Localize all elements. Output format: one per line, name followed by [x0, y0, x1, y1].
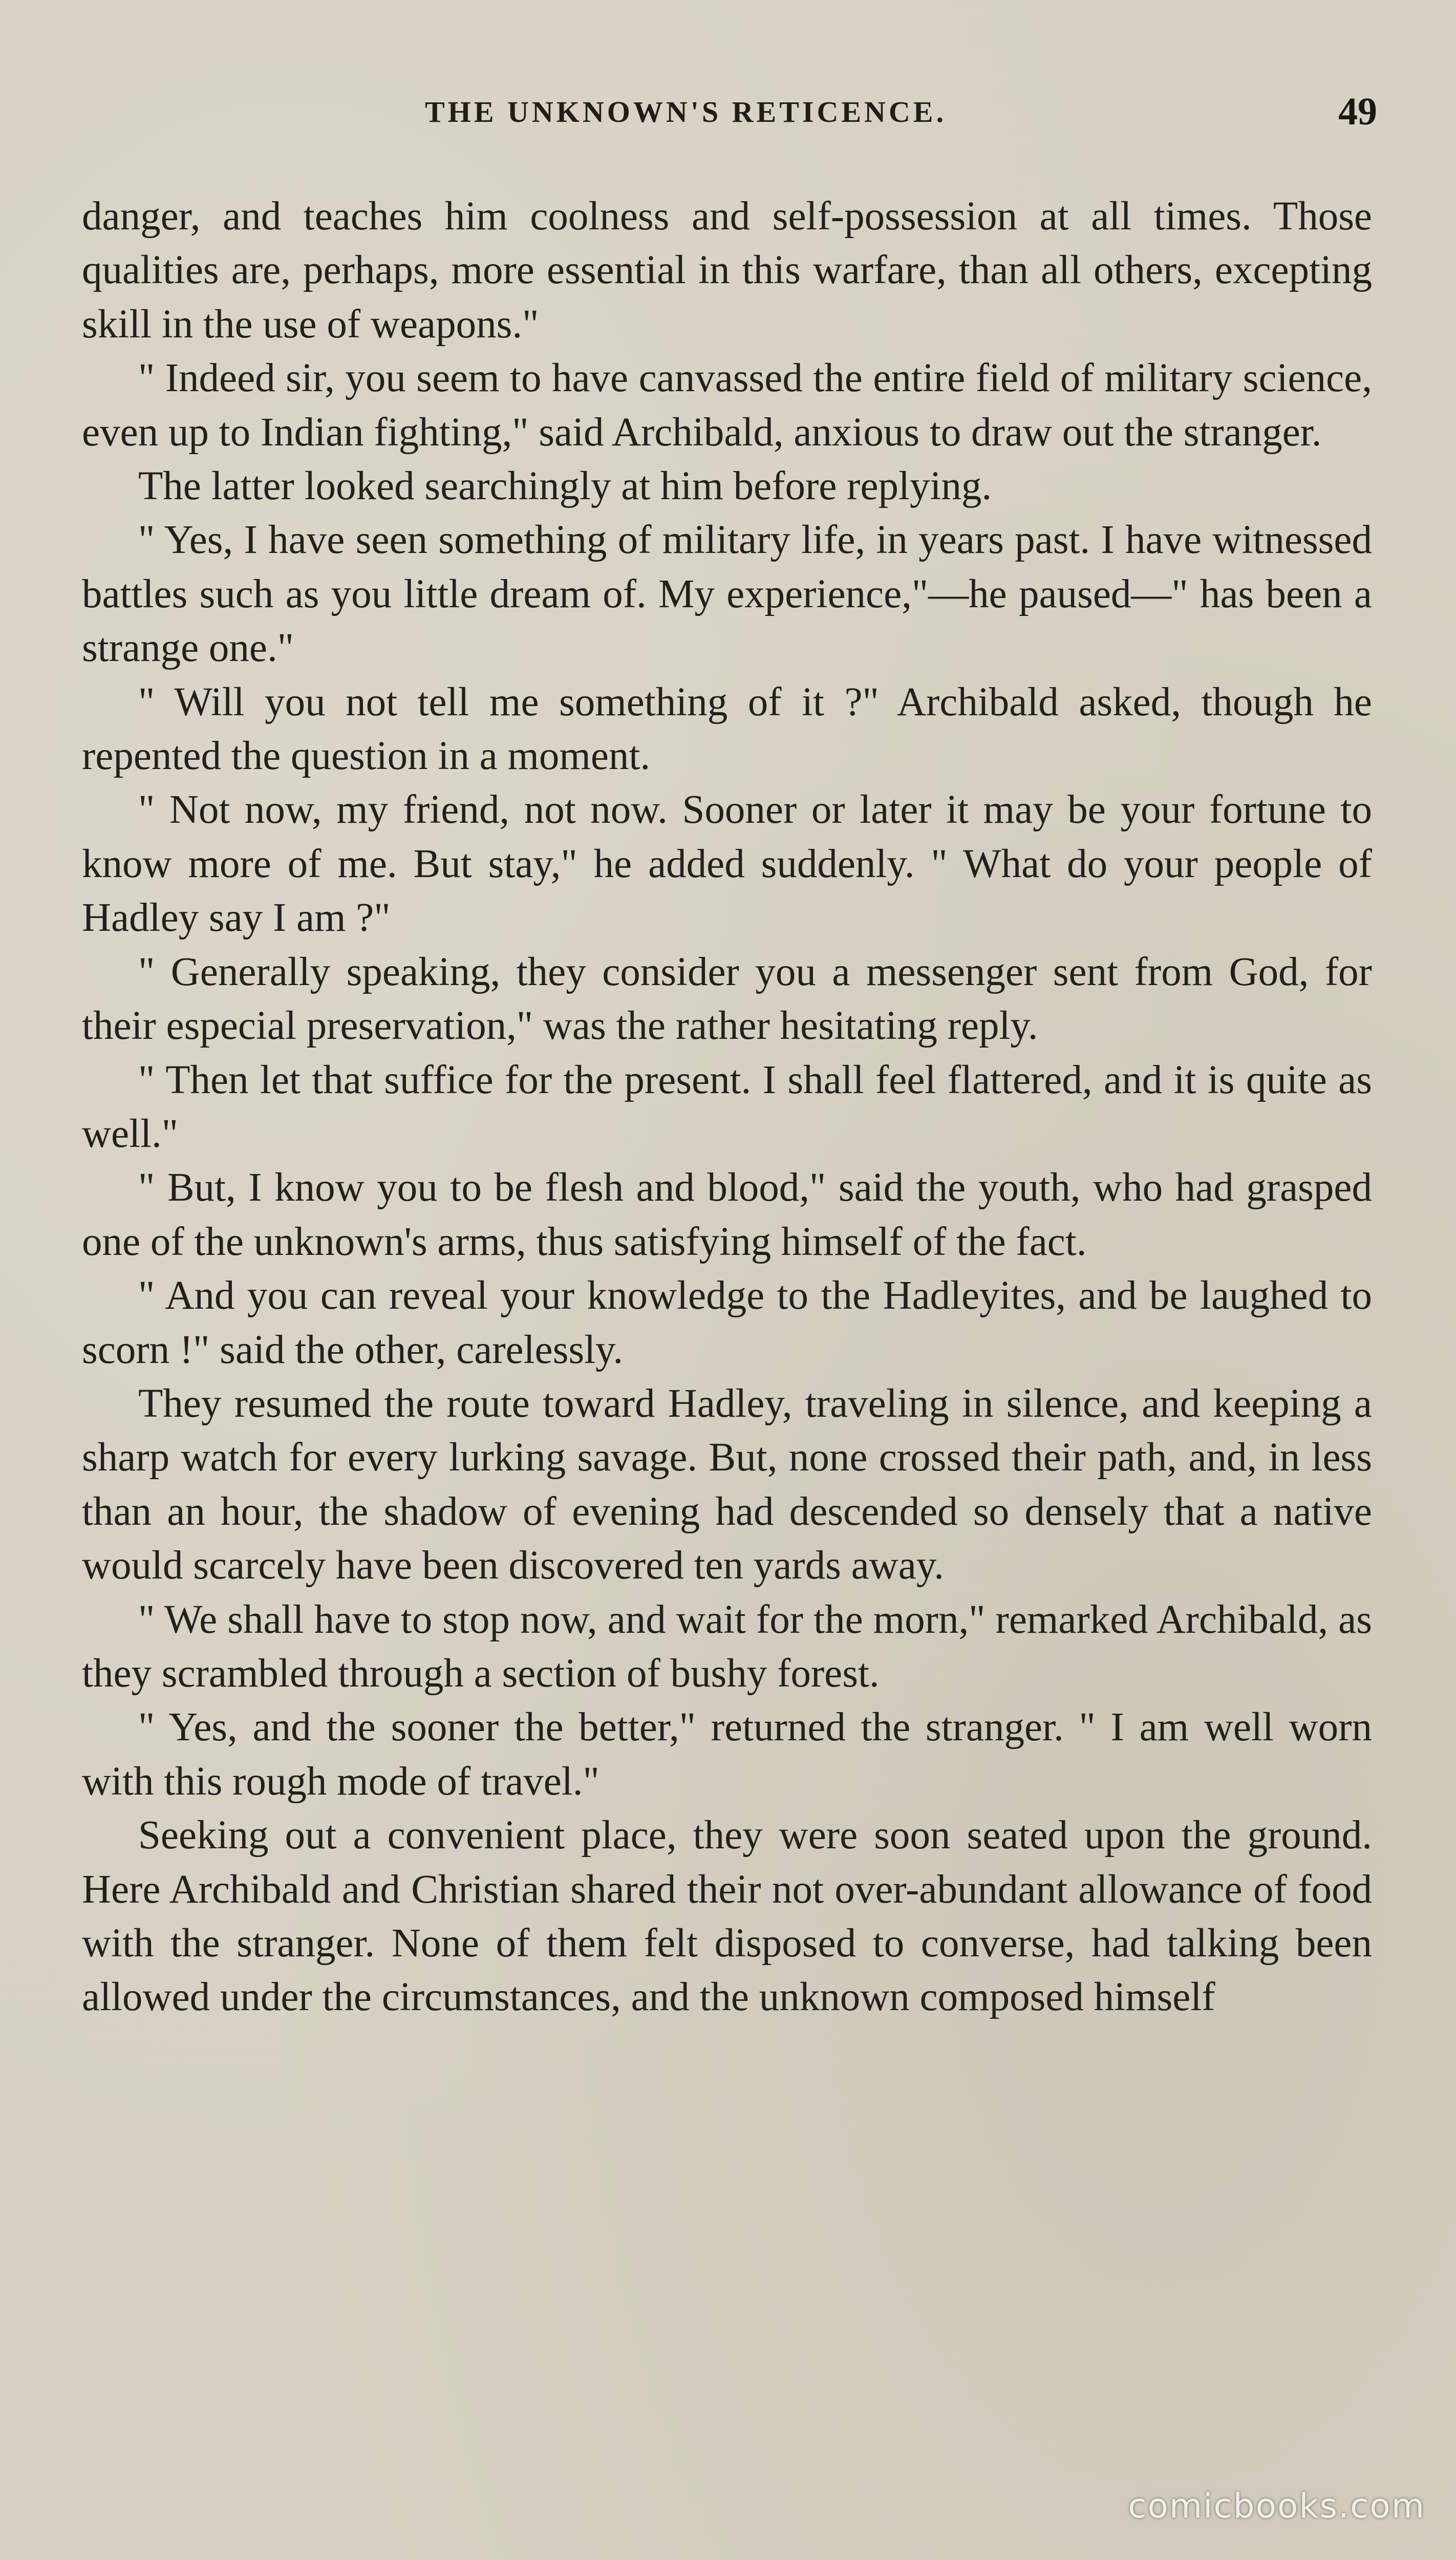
- paragraph: " Will you not tell me something of it ?" Archibald asked, though he repented the question in a moment.: [82, 679, 1372, 779]
- paragraph: " Yes, and the sooner the better," returned the stranger. " I am well worn with this rough mode of travel.": [82, 1705, 1372, 1804]
- paragraph: They resumed the route toward Hadley, traveling in silence, and keeping a sharp watch for every lurking savage. But, none crossed their path, and, in less than an hour, the shadow of evening had descended so densely that a native would scarcely have been discovered ten yards away.: [82, 1381, 1372, 1588]
- paragraph: " But, I know you to be flesh and blood," said the youth, who had grasped one of the unknown's arms, thus satisfying himself of the fact.: [82, 1165, 1372, 1264]
- page-number: 49: [1338, 90, 1377, 133]
- watermark: comicbooks.com: [1128, 2486, 1425, 2526]
- paragraph: " Yes, I have seen something of military life, in years past. I have witnessed battles such as you little dream of. My experience,"—he paused—" has been a strange one.": [82, 518, 1372, 671]
- paragraph: " And you can reveal your knowledge to the Hadleyites, and be laughed to scorn !" said the other, carelessly.: [82, 1273, 1372, 1372]
- paragraph: " Indeed sir, you seem to have canvassed the entire field of military science, even up to Indian fighting," said Archibald, anxious to draw out the stranger.: [82, 356, 1372, 455]
- paragraph: " Not now, my friend, not now. Sooner or later it may be your fortune to know more of me. But stay," he added suddenly. " What do your people of Hadley say I am ?": [82, 787, 1372, 941]
- paragraph: danger, and teaches him coolness and self-possession at all times. Those qualities are, perhaps, more essential in this warfare, than all others, excepting skill in the use of weapons.": [82, 194, 1372, 347]
- body-text: [82, 189, 1372, 2024]
- paragraph: Seeking out a convenient place, they were soon seated upon the ground. Here Archibald and Christian shared their not over-abundant allowance of food with the stranger. None of them felt disposed to converse, had talking been allowed under the circumstances, and the unknown composed himself: [82, 1813, 1372, 2020]
- running-head: THE UNKNOWN'S RETICENCE.: [425, 95, 947, 129]
- page-header: [82, 90, 1382, 146]
- paragraph: " Generally speaking, they consider you a messenger sent from God, for their especial preservation," was the rather hesitating reply.: [82, 949, 1372, 1049]
- paragraph: " We shall have to stop now, and wait for the morn," remarked Archibald, as they scrambled through a section of bushy forest.: [82, 1597, 1372, 1696]
- paragraph: The latter looked searchingly at him before replying.: [138, 464, 992, 509]
- paragraph: " Then let that suffice for the present. I shall feel flattered, and it is quite as well.": [82, 1057, 1372, 1156]
